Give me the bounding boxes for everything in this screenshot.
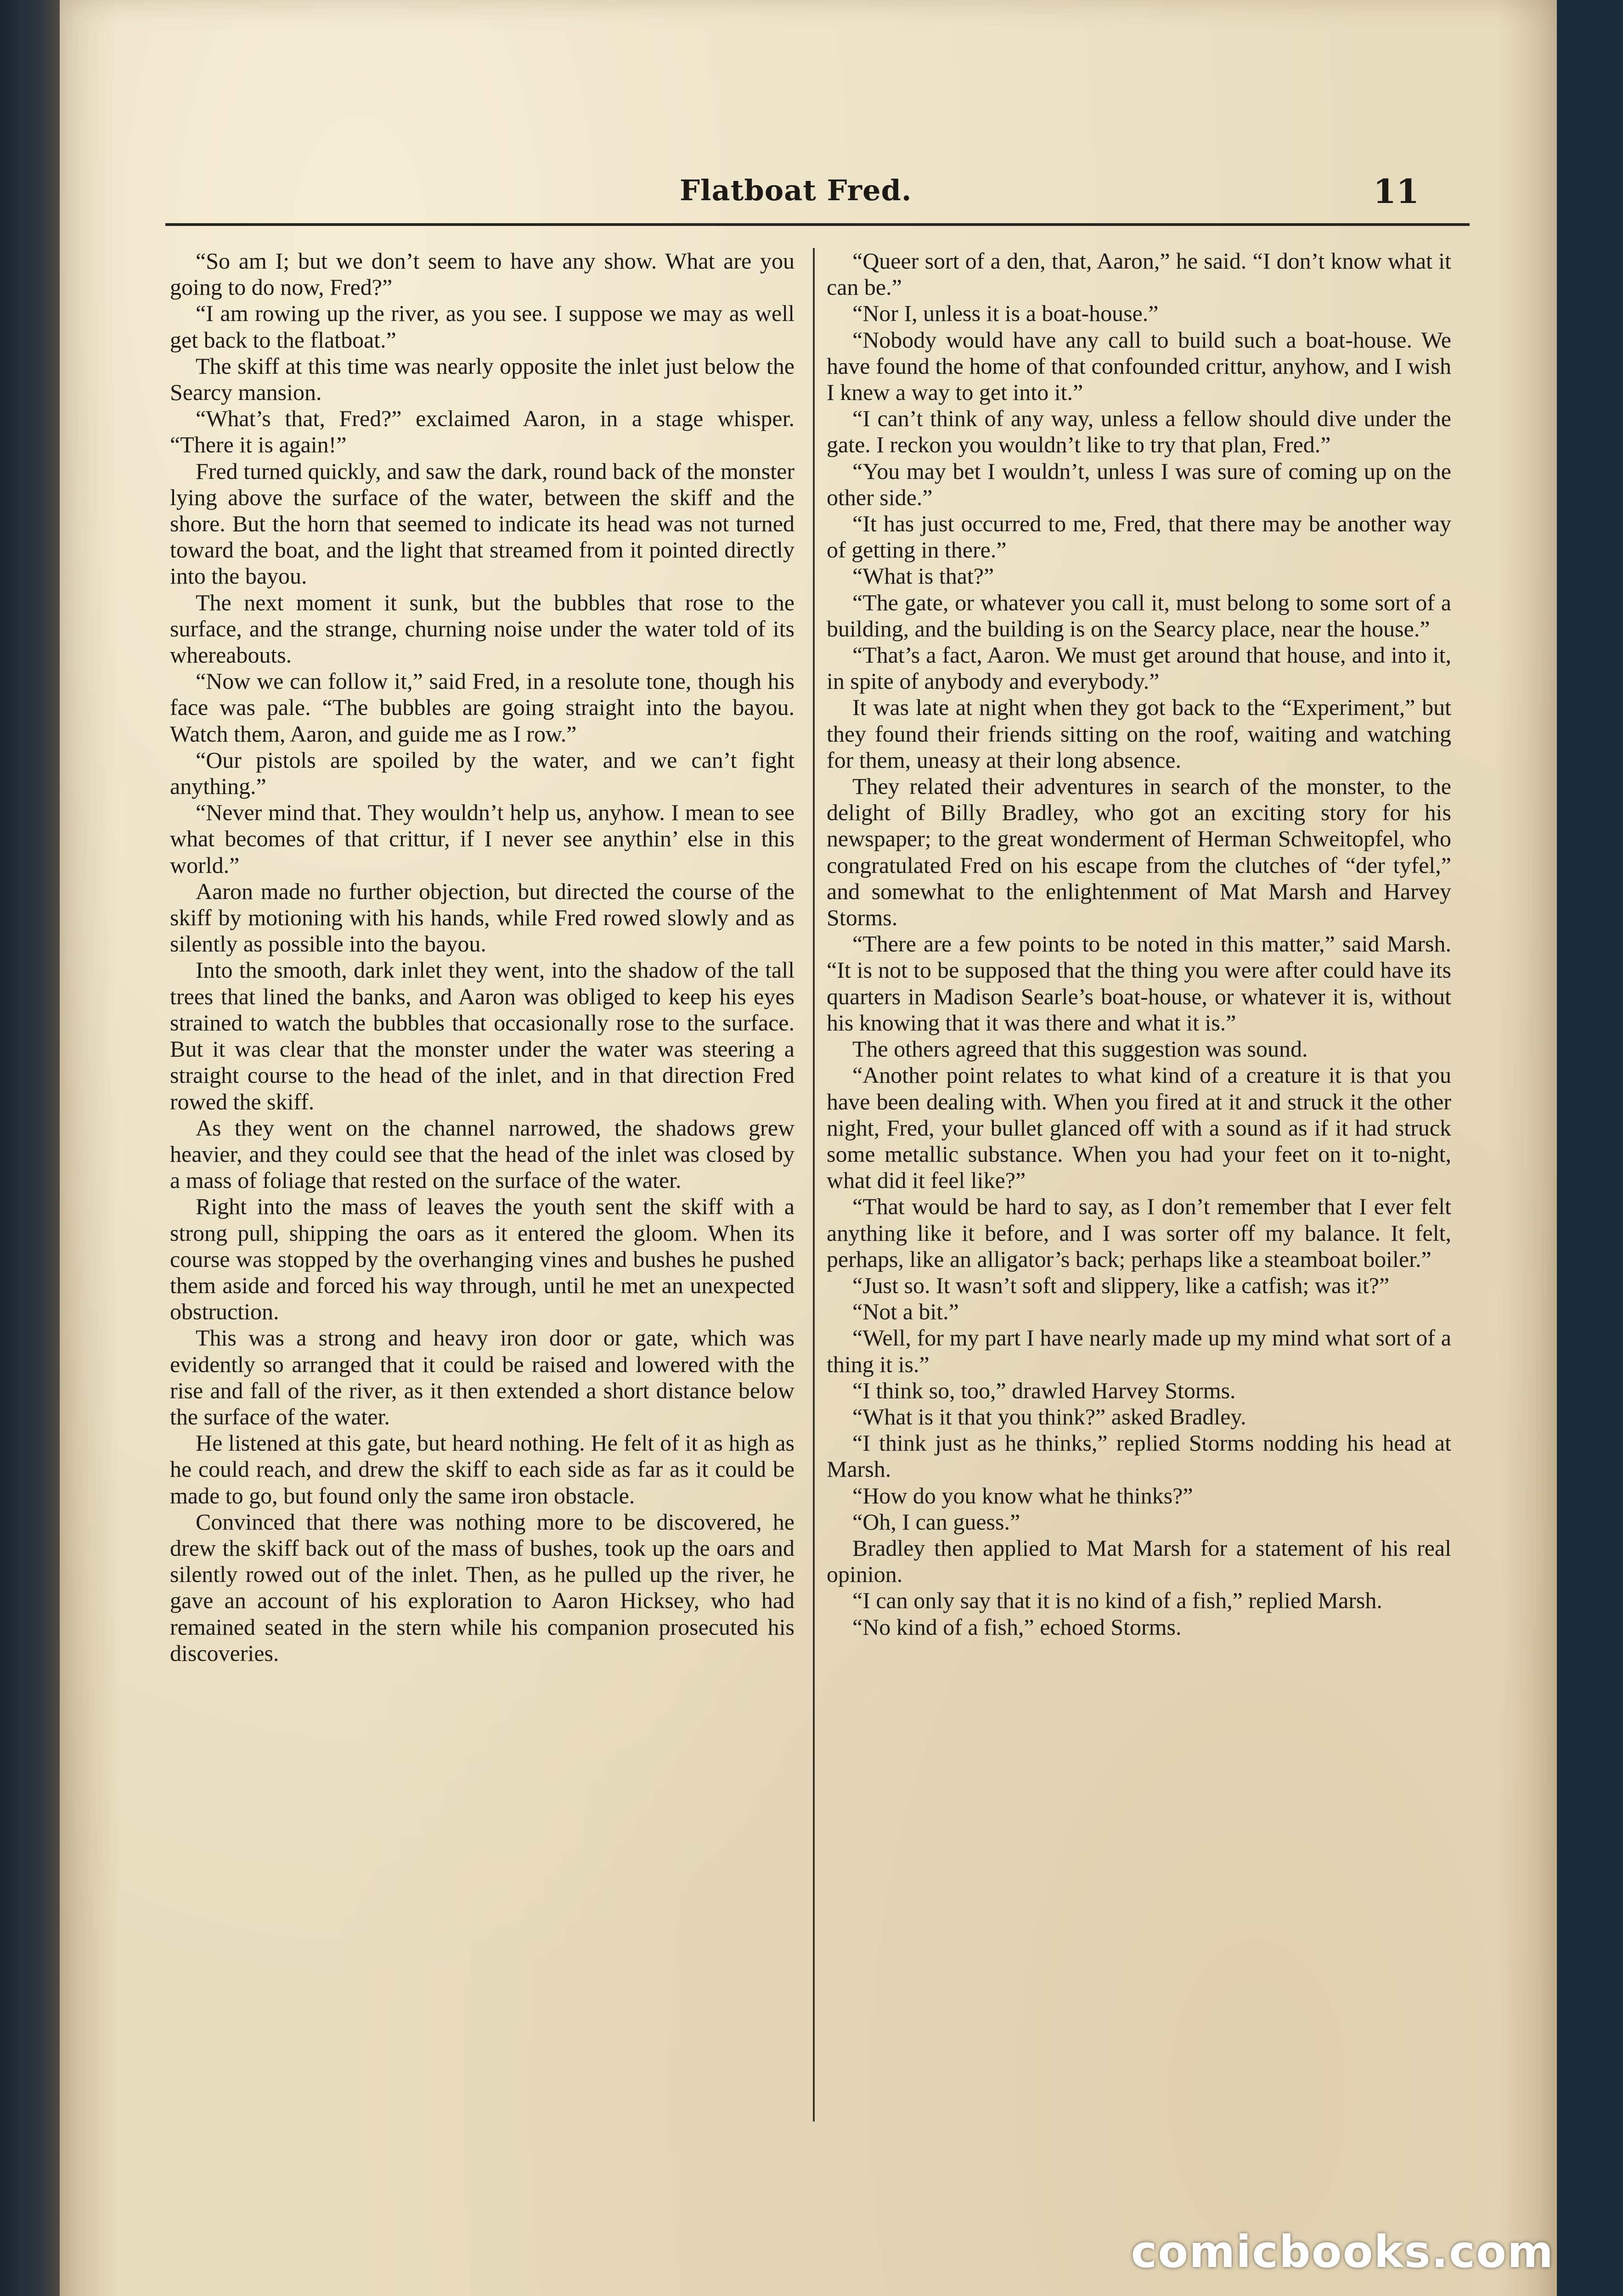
paragraph: “So am I; but we don’t seem to have any show. What are you going to do now, Fred?”	[170, 248, 795, 300]
paragraph: “Just so. It wasn’t soft and slippery, like a catfish; was it?”	[852, 1272, 1390, 1298]
paragraph: “I can’t think of any way, unless a fellow should dive under the gate. I reckon you wouldn’t like to try that plan, Fred.”	[827, 405, 1451, 458]
page-number: 11	[1373, 172, 1420, 211]
paragraph: “The gate, or whatever you call it, must belong to some sort of a building, and the building is on the Searcy place, near the house.”	[827, 589, 1451, 642]
paragraph: The next moment it sunk, but the bubbles that rose to the surface, and the strange, churning noise under the water told of its whereabouts.	[170, 589, 795, 668]
paragraph: “I think so, too,” drawled Harvey Storms.	[852, 1377, 1236, 1403]
paragraph: Into the smooth, dark inlet they went, into the shadow of the tall trees that lined the banks, and Aaron was obliged to keep his eyes strained to watch the bubbles that occasionally rose to the surface. But it was clear that the monster under the water was steering a straight course to the head of the inlet, and in that direction Fred rowed the skiff.	[170, 957, 795, 1114]
paragraph: “I can only say that it is no kind of a fish,” replied Marsh.	[852, 1587, 1382, 1614]
book-page	[60, 0, 1557, 2296]
paragraph: “How do you know what he thinks?”	[852, 1482, 1193, 1508]
site-watermark: comicbooks.com	[1131, 2226, 1554, 2278]
paragraph: “You may bet I wouldn’t, unless I was sure of coming up on the other side.”	[827, 458, 1451, 510]
paragraph: Convinced that there was nothing more to be discovered, he drew the skiff back out of the mass of bushes, took up the oars and silently rowed out of the inlet. Then, as he pulled up the river, he gave an account of his exploration to Aaron Hicksey, who had remained seated in the stern while his companion prosecuted his discoveries.	[170, 1508, 795, 1666]
paragraph: “Our pistols are spoiled by the water, and we can’t fight anything.”	[170, 747, 795, 799]
paragraph: “No kind of a fish,” echoed Storms.	[852, 1614, 1182, 1640]
paragraph: They related their adventures in search of the monster, to the delight of Billy Bradley, who got an exciting story for his newspaper; to the great wonderment of Herman Schweitopfel, who congratulated Fred on his escape from the clutches of “der tyfel,” and somewhat to the enlightenment of Mat Marsh and Harvey Storms.	[827, 773, 1451, 931]
paragraph: Fred turned quickly, and saw the dark, round back of the monster lying above the surface of the water, between the skiff and the shore. But the horn that seemed to indicate its head was not turned toward the boat, and the light that streamed from it pointed directly into the bayou.	[170, 458, 795, 589]
paragraph: “It has just occurred to me, Fred, that there may be another way of getting in there.”	[827, 511, 1451, 563]
paragraph: “What’s that, Fred?” exclaimed Aaron, in a stage whisper. “There it is again!”	[170, 405, 795, 458]
paragraph: Bradley then applied to Mat Marsh for a statement of his real opinion.	[827, 1535, 1451, 1587]
paragraph: “Well, for my part I have nearly made up my mind what sort of a thing it is.”	[827, 1325, 1451, 1377]
paragraph: This was a strong and heavy iron door or gate, which was evidently so arranged that it could be raised and lowered with the rise and fall of the river, as it then extended a short distance below the surface of the water.	[170, 1325, 795, 1429]
paragraph: “Nor I, unless it is a boat-house.”	[852, 300, 1159, 326]
paragraph: “Nobody would have any call to build such a boat-house. We have found the home of that confounded crittur, anyhow, and I wish I knew a way to get into it.”	[827, 326, 1451, 405]
paragraph: It was late at night when they got back to the “Experiment,” but they found their friends sitting on the roof, waiting and watching for them, uneasy at their long absence.	[827, 694, 1451, 773]
column-rule	[813, 248, 815, 2122]
paragraph: “What is it that you think?” asked Bradley.	[852, 1403, 1246, 1429]
paragraph: “Never mind that. They wouldn’t help us, anyhow. I mean to see what becomes of that crittur, if I never see anythin’ else in this world.”	[170, 799, 795, 878]
left-column	[170, 248, 795, 1666]
running-header	[60, 174, 1557, 229]
paragraph: “Queer sort of a den, that, Aaron,” he said. “I don’t know what it can be.”	[827, 248, 1451, 300]
paragraph: Aaron made no further objection, but directed the course of the skiff by motioning with his hands, while Fred rowed slowly and as silently as possible into the bayou.	[170, 878, 795, 957]
paragraph: “Another point relates to what kind of a creature it is that you have been dealing with. When you fired at it and struck it the other night, Fred, your bullet glanced off with a sound as if it had struck some metallic substance. When you had your feet on it to-night, what did it feel like?”	[827, 1062, 1451, 1193]
paragraph: “There are a few points to be noted in this matter,” said Marsh. “It is not to be supposed that the thing you were after could have its quarters in Madison Searle’s boat-house, or whatever it is, without his knowing that it was there and what it is.”	[827, 931, 1451, 1035]
paragraph: “What is that?”	[852, 563, 994, 589]
paragraph: Right into the mass of leaves the youth sent the skiff with a strong pull, shipping the oars as it entered the gloom. When its course was stopped by the overhanging vines and bushes he pushed them aside and forced his way through, until he met an unexpected obstruction.	[170, 1193, 795, 1325]
paragraph: “That would be hard to say, as I don’t remember that I ever felt anything like it before, and I was sorter off my balance. It felt, perhaps, like an alligator’s back; perhaps like a steamboat boiler.”	[827, 1193, 1451, 1272]
paragraph: “That’s a fact, Aaron. We must get around that house, and into it, in spite of anybody and everybody.”	[827, 642, 1451, 694]
paragraph: “I am rowing up the river, as you see. I suppose we may as well get back to the flatboat.”	[170, 300, 795, 353]
paragraph: As they went on the channel narrowed, the shadows grew heavier, and they could see that the head of the inlet was closed by a mass of foliage that rested on the surface of the water.	[170, 1114, 795, 1193]
book-spine	[0, 0, 69, 2296]
paragraph: “Oh, I can guess.”	[852, 1508, 1020, 1535]
paragraph: “Now we can follow it,” said Fred, in a resolute tone, though his face was pale. “The bubbles are going straight into the bayou. Watch them, Aaron, and guide me as I row.”	[170, 668, 795, 747]
header-rule	[165, 223, 1470, 226]
paragraph: “Not a bit.”	[852, 1299, 959, 1325]
right-column	[827, 248, 1451, 1640]
running-title: Flatboat Fred.	[680, 174, 912, 207]
paragraph: “I think just as he thinks,” replied Storms nodding his head at Marsh.	[827, 1430, 1451, 1482]
paragraph: The others agreed that this suggestion was sound.	[852, 1036, 1308, 1062]
paragraph: He listened at this gate, but heard nothing. He felt of it as high as he could reach, and drew the skiff to each side as far as it could be made to go, but found only the same iron obstacle.	[170, 1430, 795, 1508]
paragraph: The skiff at this time was nearly opposite the inlet just below the Searcy mansion.	[170, 353, 795, 405]
